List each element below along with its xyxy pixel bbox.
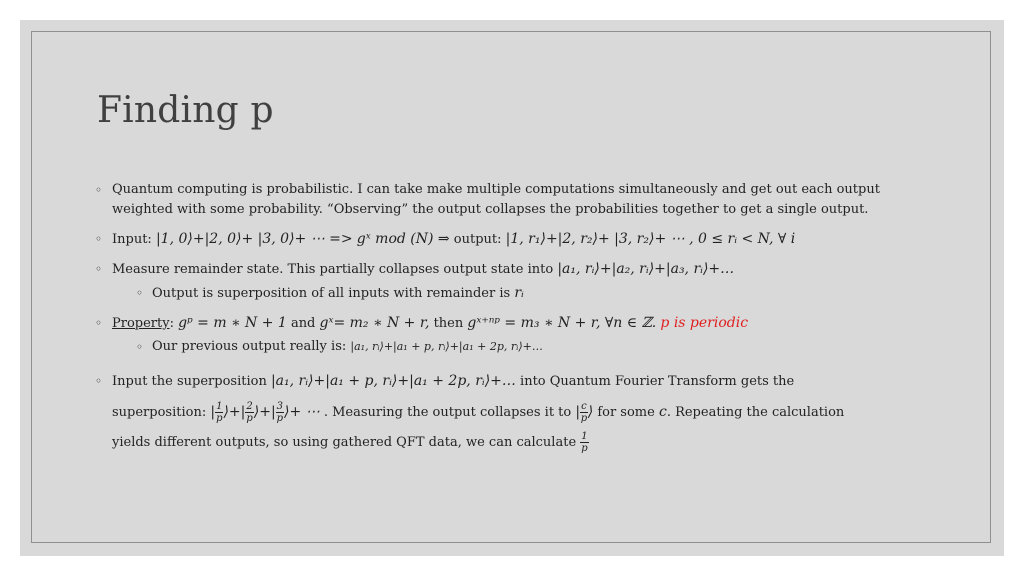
sub-bullet-previous-output [112,337,925,357]
property-eq3: gˣ⁺ⁿᵖ = m₃ ∗ N + r, ∀n ∈ ℤ. [467,315,657,331]
qft-c: c [658,404,667,420]
fraction-c-over-p: $\frac{c}{p}$ [580,401,588,424]
sub-text: Output is superposition of all inputs with remainder is [152,286,511,301]
property-eq2: gˣ= m₂ ∗ N + r, [319,315,430,331]
slide [20,20,1004,556]
sub-bullet-superposition [112,283,925,304]
slide-title: Finding p [97,90,274,131]
bullet-text: Quantum computing is probabilistic. I can take make multiple computations simultaneously and get out each output weighted with some probability. “Observing” the output collapses the probabilities together to get a single output. [112,182,880,217]
output-rhs-math: |1, r₁⟩+|2, r₂⟩+ |3, r₂⟩+ ⋯ , 0 ≤ rᵢ < N, ∀ i [505,231,796,247]
bullet-probabilistic [95,180,925,220]
qft-math-1: |a₁, rᵢ⟩+|a₁ + p, rᵢ⟩+|a₁ + 2p, rᵢ⟩+… [270,373,516,389]
qft-text-5: for some [597,405,655,420]
qft-text-3: superposition: [112,405,211,420]
measure-math: |a₁, rᵢ⟩+|a₂, rᵢ⟩+|a₃, rᵢ⟩+… [557,261,735,277]
fraction-2-over-p: $\frac{2}{p}$ [246,401,253,424]
qft-text-1: Input the superposition [112,374,267,389]
bullet-measure [95,259,925,304]
fraction-1-over-p: $\frac{1}{p}$ [216,401,223,424]
fraction-final-1-over-p: $\frac{1}{p}$ [581,431,588,454]
output-label: output: [453,232,502,247]
periodic-highlight: p is periodic [660,315,749,331]
property-and: and [290,316,316,331]
qft-text-2: into Quantum Fourier Transform gets the [520,374,795,389]
qft-text-7: yields different outputs, so using gathered QFT data, we can calculate [112,435,577,450]
qft-text-6: . Repeating the calculation [666,405,845,420]
bullet-qft: ◦ Input the superposition |a₁, rᵢ⟩+|a₁ + p, rᵢ⟩+|a₁ + 2p, rᵢ⟩+… into Quantum Fourier Transform gets the superposition: | $\frac{1}{p}$ ⟩+| $\frac{2}{p}$ ⟩+| $\frac{3}{p}$ ⟩+ ⋯ . Measuring the output collapses it to | $\frac{c}{p}$ ⟩ for some c. Repeating the calculation yields different outputs, so using gathered QFT data, we can calculate $\frac{1}{p}$ [95,366,925,458]
input-lhs-math: |1, 0⟩+|2, 0⟩+ |3, 0⟩+ ⋯ => [155,231,353,247]
bullet-property [95,313,925,357]
qft-text-4: . Measuring the output collapses it to [323,405,572,420]
qft-tail: + ⋯ [289,404,320,420]
sub-math: rᵢ [514,285,524,301]
sub-math: |a₁, rᵢ⟩+|a₁ + p, rᵢ⟩+|a₁ + 2p, rᵢ⟩+… [350,340,543,353]
sub-text: Our previous output really is: [152,339,347,354]
fraction-3-over-p: $\frac{3}{p}$ [276,401,284,424]
bullet-list [95,180,925,467]
property-eq1: gᵖ = m ∗ N + 1 [178,315,287,331]
measure-text: Measure remainder state. This partially collapses output state into [112,262,554,277]
property-label: Property [112,316,170,331]
bullet-input [95,229,925,250]
input-op-math: gˣ mod (N) ⇒ [356,231,450,247]
property-then: then [433,316,464,331]
property-colon: : [169,316,174,331]
input-label: Input: [112,232,152,247]
